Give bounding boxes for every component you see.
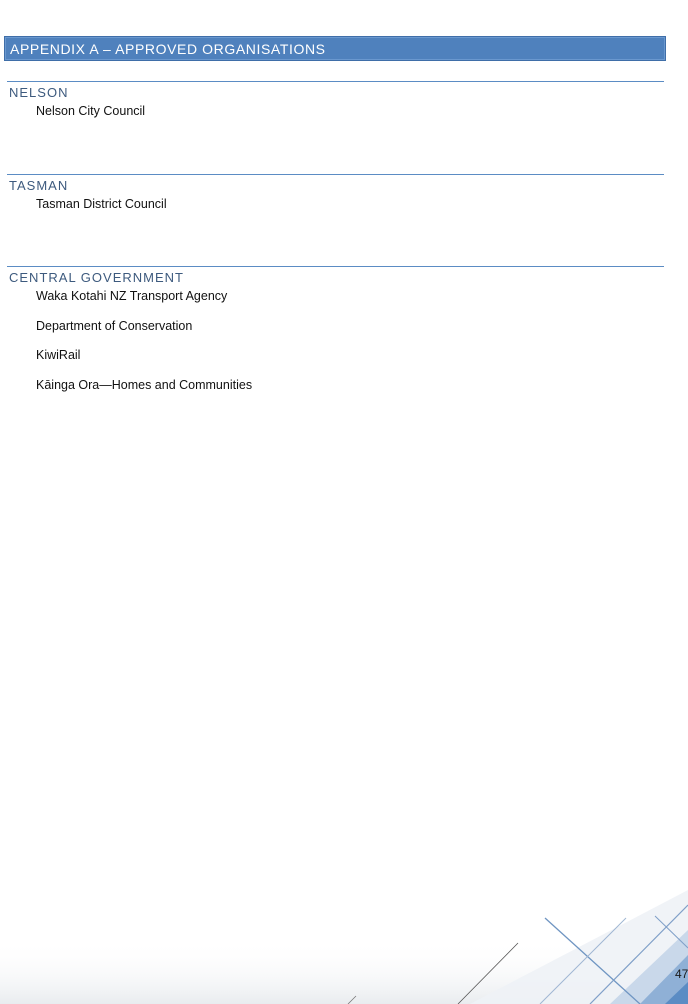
organisation-list-nelson (36, 104, 664, 119)
section-nelson (7, 81, 664, 134)
appendix-banner (4, 36, 666, 61)
organisation-item: Waka Kotahi NZ Transport Agency (36, 289, 228, 303)
organisation-item: Tasman District Council (36, 197, 167, 211)
section-central-government (7, 266, 664, 407)
organisation-list-central-government (36, 289, 664, 393)
section-heading-central-government: CENTRAL GOVERNMENT (9, 270, 184, 285)
organisation-item: Nelson City Council (36, 104, 146, 118)
section-heading-tasman: TASMAN (9, 178, 69, 193)
section-tasman (7, 174, 664, 227)
organisation-item: Kāinga Ora—Homes and Communities (36, 377, 253, 392)
page-number: 47 (675, 967, 688, 981)
organisation-item: Department of Conservation (36, 318, 193, 333)
section-heading-nelson: NELSON (9, 85, 69, 100)
section-divider (7, 174, 664, 175)
section-divider (7, 81, 664, 82)
organisation-list-tasman (36, 197, 664, 212)
organisation-item: KiwiRail (36, 348, 81, 363)
section-divider (7, 266, 664, 267)
appendix-title: APPENDIX A – APPROVED ORGANISATIONS (10, 41, 326, 57)
